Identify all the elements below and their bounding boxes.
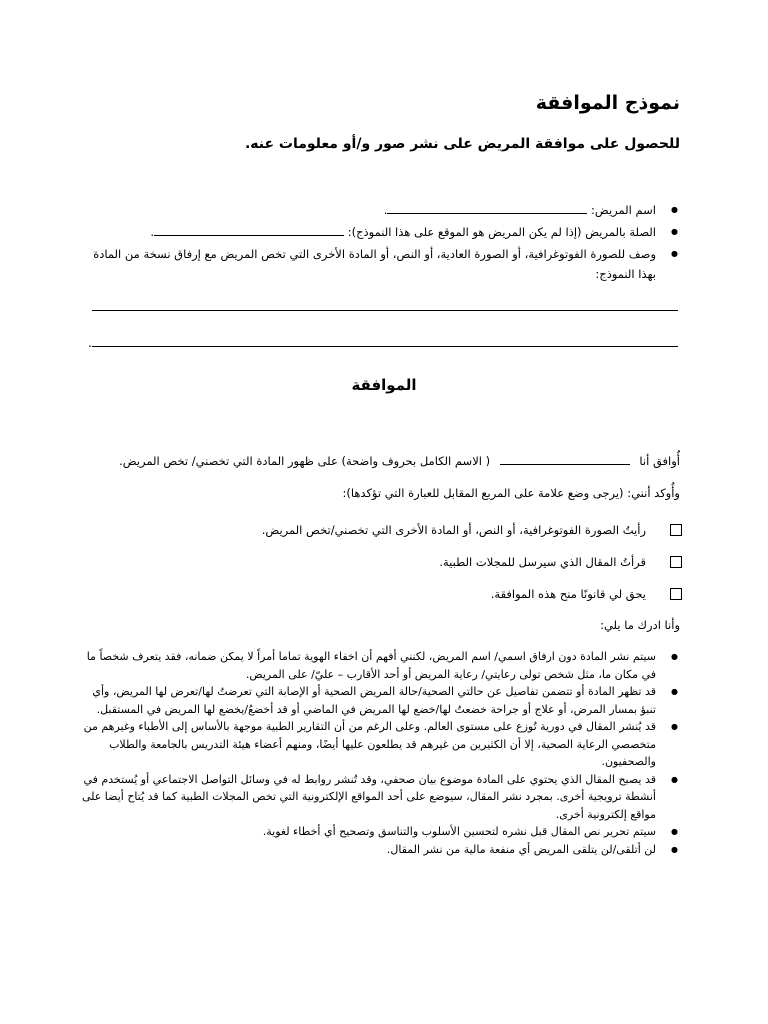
description-line-2[interactable] (92, 346, 678, 347)
patient-name-line[interactable] (387, 201, 587, 214)
material-description-label: وصف للصورة الفوتوغرافية، أو الصورة العادية، أو النص، أو المادة الأخرى التي تخص المريض مع إرفاق نسخة من المادة بهذا النموذج: (93, 247, 656, 281)
agree-statement (80, 452, 680, 470)
patient-name-item (80, 200, 680, 220)
understanding-item: ● قد تظهر المادة أو تتضمن تفاصيل عن حالتي الصحية/حالة المريض الصحية أو الإصابة التي تعرضتُ لها/تعرض لها المريض، وأي تنبؤ بمسار المرض، أو علاج أو جراحة خضعتُ لها/خضع لها المريض في الماضي أو قد أخضعُ/يخضع لها المريض في المستقبل. (80, 683, 680, 718)
checklist-item (262, 584, 682, 604)
relationship-item (80, 222, 680, 242)
section-title-consent: الموافقة (351, 376, 417, 394)
understanding-list (80, 648, 680, 858)
checkbox[interactable] (670, 524, 682, 536)
understanding-item: ● سيتم تحرير نص المقال قبل نشره لتحسين الأسلوب والتناسق وتصحيح أي أخطاء لغوية. (80, 823, 680, 841)
description-line-end: . (88, 336, 92, 350)
checklist-item (262, 552, 682, 572)
description-line-1[interactable] (92, 310, 678, 311)
checklist-item (262, 520, 682, 540)
checklist-item-label: قرأتُ المقال الذي سيرسل للمجلات الطبية. (439, 555, 646, 569)
confirmation-checklist (262, 520, 682, 616)
material-description-item (80, 244, 680, 284)
patient-name-suffix: . (383, 203, 388, 217)
understanding-item: ● قد يصبح المقال الذي يحتوي على المادة موضوع بيان صحفي، وقد تُنشر روابط له في وسائل التواصل الاجتماعي أو يُستخدم في أنشطة ترويجية أخرى. بمجرد نشر المقال، سيوضع على أحد المواقع الإلكترونية التي تخص المجلات الطبية كما قد يُتاح أيضا على مواقع إلكترونية أخرى. (80, 771, 680, 824)
form-title: نموذج الموافقة (535, 92, 680, 114)
understanding-intro: وأنا ادرك ما يلي: (600, 618, 680, 632)
form-subtitle: للحصول على موافقة المريض على نشر صور و/أو معلومات عنه. (244, 136, 680, 152)
relationship-line[interactable] (154, 223, 344, 236)
checkbox[interactable] (670, 588, 682, 600)
checkbox[interactable] (670, 556, 682, 568)
checklist-item-label: يحق لي قانونًا منح هذه الموافقة. (490, 587, 646, 601)
agree-suffix: ( الاسم الكامل بحروف واضحة) على ظهور المادة التي تخصني/ تخص المريض. (119, 454, 491, 468)
confirm-statement: وأُوكد أنني: (يرجى وضع علامة على المربع المقابل للعبارة التي تؤكدها): (342, 486, 680, 500)
relationship-suffix: . (150, 225, 155, 239)
checklist-item-label: رأيتُ الصورة الفوتوغرافية، أو النص، أو المادة الأخرى التي تخصني/تخص المريض. (261, 523, 646, 537)
understanding-item: ● قد يُنشر المقال في دورية تُوزع على مستوى العالم. وعلى الرغم من أن التقارير الطبية موجهة بالأساس إلى الأطباء وغيرهم من متخصصي الرعاية الصحية، إلا أن الكثيرين من غيرهم قد يطلعون عليها أيضًا، ومنهم أعضاء هيئة التدريس بالجامعة والطلاب والصحفيون. (80, 718, 680, 771)
understanding-item: ● سيتم نشر المادة دون ارفاق اسمي/ اسم المريض، لكنني أفهم أن اخفاء الهوية تماما أمراً لا يمكن ضمانه، فقد يتعرف شخصاً ما في مكان ما، مثل شخص تولى رعايتي/ رعاية المريض أو أحد الأقارب – عليّ/ على المريض. (80, 648, 680, 683)
patient-name-label: اسم المريض: (591, 203, 656, 217)
agree-prefix: أُوافق أنا (639, 454, 680, 468)
understanding-item: ● لن أتلقى/لن يتلقى المريض أي منفعة مالية من نشر المقال. (80, 841, 680, 859)
full-name-line[interactable] (500, 452, 630, 465)
relationship-label: الصلة بالمريض (إذا لم يكن المريض هو الموقع على هذا النموذج): (347, 225, 656, 239)
patient-info-list (80, 200, 680, 286)
